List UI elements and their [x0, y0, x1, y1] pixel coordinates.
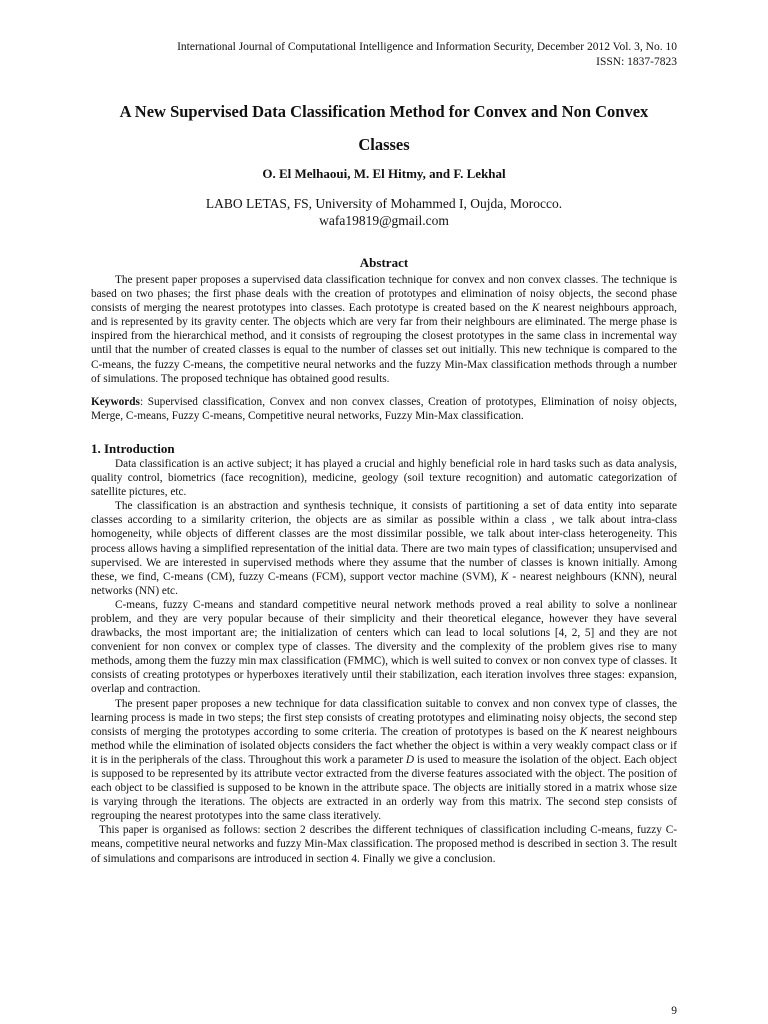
intro-paragraph-5: This paper is organised as follows: section 2 describes the different techniques of classification including C-means, fuzzy C-means, competitive neural networks and fuzzy Min-Max classification. The proposed method is described in section 3. The result of simulations and comparisons are introduced in section 4. Finally we give a conclusion. — [91, 824, 677, 865]
keywords-text: : Supervised classification, Convex and non convex classes, Creation of prototypes, Elimination of noisy objects, Merge, C-means, Fuzzy C-means, Competitive neural networks, Fuzzy Min-Max classification. — [91, 395, 677, 422]
issn-line: ISSN: 1837-7823 — [596, 56, 677, 68]
intro-p2-part-a: The classification is an abstraction and synthesis technique, it consists of partitioning a set of data entity into separate classes according to a similarity criterion, the objects are as similar as possible within a class , we talk about intra-class homogeneity, while objects of different classes are the most dissimilar possible, we talk about inter-class heterogeneity. This process allows having a simplified representation of the initial data. There are two main types of classification; unsupervised and supervised. We are interested in supervised methods where they assume that the number of classes is known initially. Among these, we find, C-means (CM), fuzzy C-means (FCM), support vector machine (SVM), — [91, 500, 677, 583]
keywords-label: Keywords — [91, 395, 140, 408]
title-line-1: A New Supervised Data Classification Method for Convex and Non Convex — [119, 102, 649, 121]
keywords-paragraph — [91, 395, 677, 423]
running-header — [91, 40, 677, 70]
intro-p4-part-a: The present paper proposes a new technique for data classification suitable to convex and non convex type of classes, the learning process is made in two steps; the first step consists of creating prototypes and eliminating noisy objects, the second step consists of merging the prototypes according to some criteria. The creation of prototypes is based on the — [91, 697, 677, 738]
intro-paragraph-4 — [91, 697, 677, 824]
intro-paragraph-3: C-means, fuzzy C-means and standard competitive neural network methods proved a real ability to solve a nonlinear problem, and they are very popular because of their simplicity and their theoretical elegance, however they have several drawbacks, the most important are; the initialization of centers which can lead to local solutions [4, 2, 5] and they are not convenient for non convex or complex type of classes. The diversity and the complexity of the problem gives rise to many methods, among them the fuzzy min max classification (FMMC), which is well suited to convex or non convex type of classes. It consists of creating prototypes or hyperboxes iteratively until their stabilization, each iteration involves three stages: expansion, overlap and contraction. — [91, 598, 677, 696]
intro-p4-k-symbol: K — [579, 725, 588, 738]
abstract-k-symbol: K — [531, 302, 540, 315]
abstract-text — [91, 273, 677, 386]
page-number: 9 — [671, 1005, 677, 1017]
intro-p4-part-b: nearest neighbours method while the elimination of isolated objects considers the fact whether the object is within a very weakly compact class or if it is in the peripherals of the class. Throughout this work a parameter — [91, 725, 677, 766]
title-line-2: Classes — [358, 135, 410, 154]
affiliation-lab: LABO LETAS, FS, University of Mohammed I, Oujda, Morocco. — [205, 196, 563, 211]
intro-p2-k-symbol: K — [500, 570, 509, 583]
abstract-heading: Abstract — [359, 255, 409, 270]
intro-p2-part-b: - nearest neighbours (KNN), neural networks (NN) etc. — [91, 570, 678, 597]
section-heading-introduction: 1. Introduction — [91, 440, 175, 456]
abstract-part-1: The present paper proposes a supervised data classification technique for convex and non convex classes. The technique is based on two phases; the first phase deals with the creation of prototypes and elimination of noisy objects, the second phase consists of merging the nearest prototypes into classes. Each prototype is created based on the — [91, 274, 677, 315]
author-list: O. El Melhaoui, M. El Hitmy, and F. Lekhal — [262, 166, 506, 181]
journal-line: International Journal of Computational Intelligence and Information Security, December 2012 Vol. 3, No. 10 — [177, 41, 677, 53]
author-email: wafa19819@gmail.com — [319, 213, 449, 228]
paper-title — [91, 95, 677, 161]
abstract-part-2: nearest neighbours approach, and is represented by its gravity center. The objects which are very far from their neighbours are eliminated. The merge phase is inspired from the hierarchical method, and it consists of regrouping the closest prototypes in the same class in incremental way until that the number of created classes is equal to the number of classes set out initially. This new technique is compared to the C-means, the fuzzy C-means, the competitive neural networks and the fuzzy Min-Max classification methods through a number of simulations. The proposed technique has obtained good results. — [91, 302, 677, 385]
intro-p4-part-c: is used to measure the isolation of the object. Each object is supposed to be represented by its attribute vector extracted from the diverse features associated with the object. The position of each object to be classified is supposed to be known in the attribute space. The objects are initially stored in a matrix whose size is varying through the iterations. The objects are extracted in an orderly way from this matrix. The second step consists of regrouping the nearest prototypes into the same class iteratively. — [91, 753, 678, 823]
intro-p4-d-symbol: D — [405, 753, 415, 766]
intro-paragraph-1: Data classification is an active subject; it has played a crucial and highly beneficial role in hard tasks such as data analysis, quality control, biometrics (face recognition), medicine, geology (soil texture recognition) and automatic categorization of satellite pictures, etc. — [91, 457, 677, 499]
affiliation — [91, 195, 677, 229]
paper-page — [91, 40, 677, 866]
introduction-body — [91, 457, 677, 866]
intro-paragraph-2 — [91, 499, 677, 598]
